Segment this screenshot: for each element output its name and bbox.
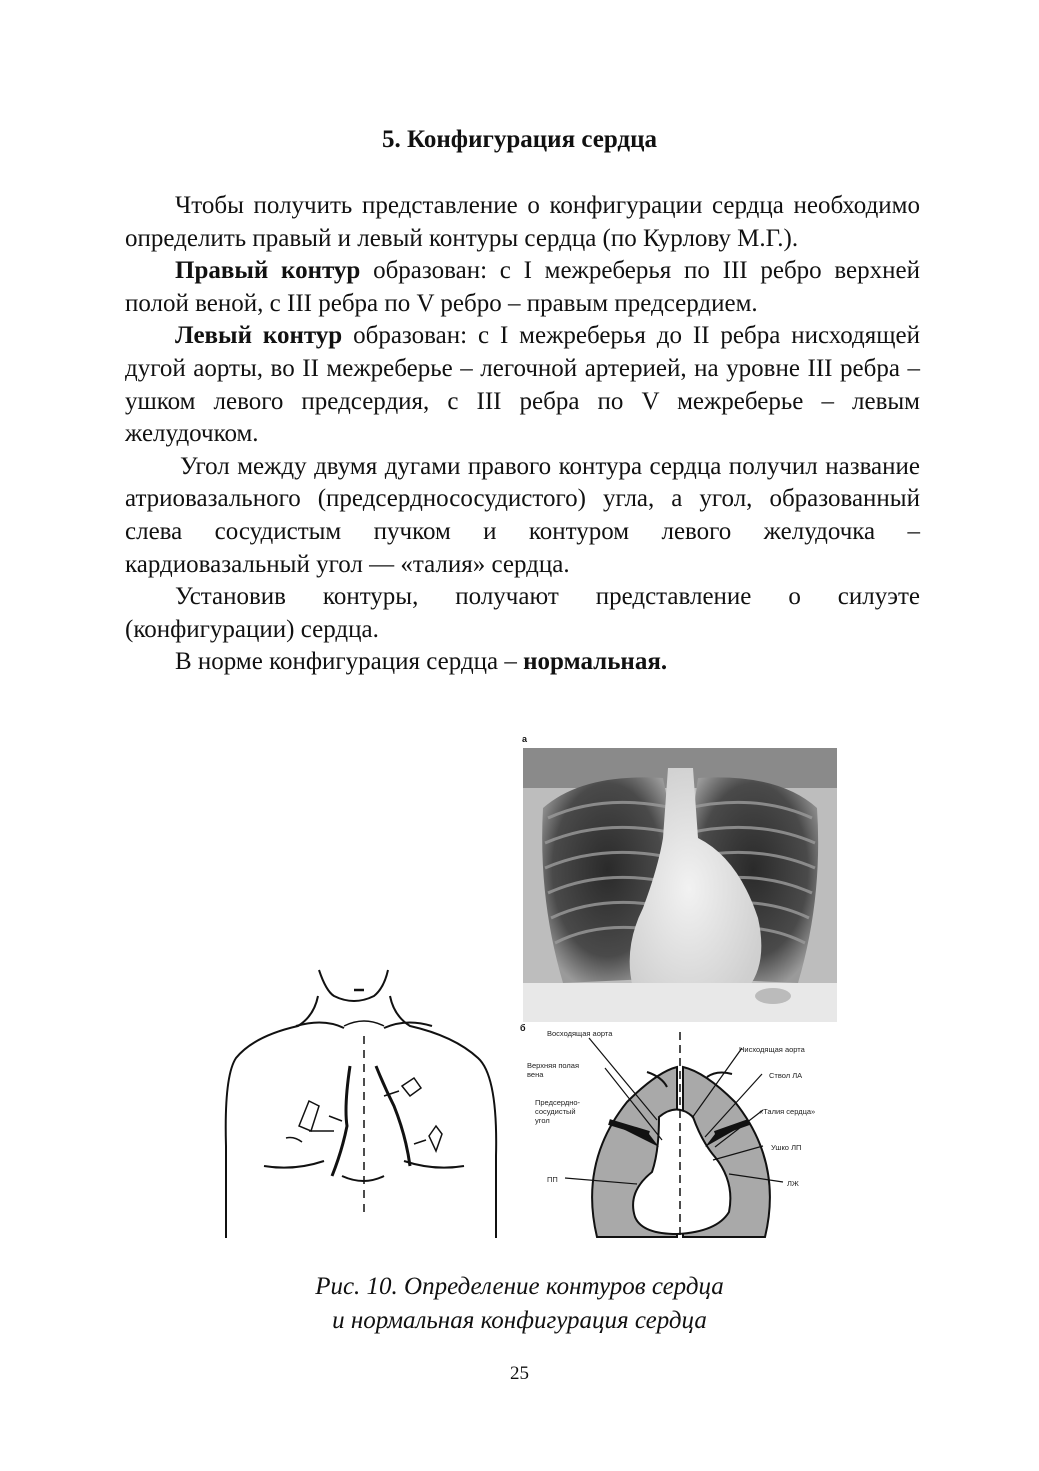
caption-line-2: и нормальная конфигурация сердца xyxy=(332,1307,707,1334)
right-contour-term: Правый контур xyxy=(175,257,361,285)
paragraph-normal xyxy=(125,646,920,679)
label-descending-aorta: Нисходящая аорта xyxy=(739,1045,805,1054)
normal-term: нормальная. xyxy=(523,648,668,676)
left-contour-text: образован: с I межреберья до II ребра нисходящей дугой аорты, во II межреберье – легочной артерией, на уровне III ребра – ушком левого предсердия, с III ребра по V межреберье – левым желудочком. xyxy=(125,322,920,448)
chest-xray-image xyxy=(523,748,837,1022)
panel-letter-b: б xyxy=(520,1023,526,1033)
page-number: 25 xyxy=(510,1363,529,1384)
label-heart-waist: «Талия сердца» xyxy=(759,1107,816,1116)
heart-contour-diagram xyxy=(517,1022,837,1240)
paragraph-intro: Чтобы получить представление о конфигурации сердца необходимо определить правый и левый контуры сердца (по Курлову М.Г.). xyxy=(125,192,920,252)
paragraph-silhouette: Установив контуры, получают представление о силуэте (конфигурации) сердца. xyxy=(125,583,920,643)
left-contour-term: Левый контур xyxy=(175,322,343,350)
paragraph-left-contour xyxy=(125,320,920,450)
label-svc-2: вена xyxy=(527,1070,544,1079)
right-contour-text: образован: с I межреберья по III ребро верхней полой веной, с III ребра по V ребро – правым предсердием. xyxy=(125,257,921,317)
figure-caption xyxy=(0,1270,1039,1338)
label-ra: ПП xyxy=(547,1175,558,1184)
label-av-angle-3: угол xyxy=(535,1116,550,1125)
paragraph-angles: Угол между двумя дугами правого контура сердца получил название атриовазального (предсерднососудистого) угла, а угол, образованный слева сосудистым пучком и контуром левого желудочка – кардиовазальный угол — «талия» сердца. xyxy=(125,452,920,578)
torso-palpation-drawing xyxy=(214,966,516,1238)
section-title: 5. Конфигурация сердца xyxy=(382,126,657,153)
label-lv: ЛЖ xyxy=(787,1179,799,1188)
label-av-angle-1: Предсердно- xyxy=(535,1098,581,1107)
panel-letter-a xyxy=(521,732,533,744)
body-text xyxy=(125,190,920,679)
label-la-appendage: Ушко ЛП xyxy=(771,1143,802,1152)
label-svc-1: Верхняя полая xyxy=(527,1061,580,1070)
label-ascending-aorta: Восходящая аорта xyxy=(547,1029,613,1038)
normal-text: В норме конфигурация сердца – xyxy=(175,648,524,676)
svg-text:а: а xyxy=(522,734,528,744)
label-av-angle-2: сосудистый xyxy=(535,1107,576,1116)
caption-line-1: Рис. 10. Определение контуров сердца xyxy=(315,1273,724,1300)
label-pulmonary-trunk: Ствол ЛА xyxy=(769,1071,803,1080)
paragraph-right-contour xyxy=(125,255,920,320)
